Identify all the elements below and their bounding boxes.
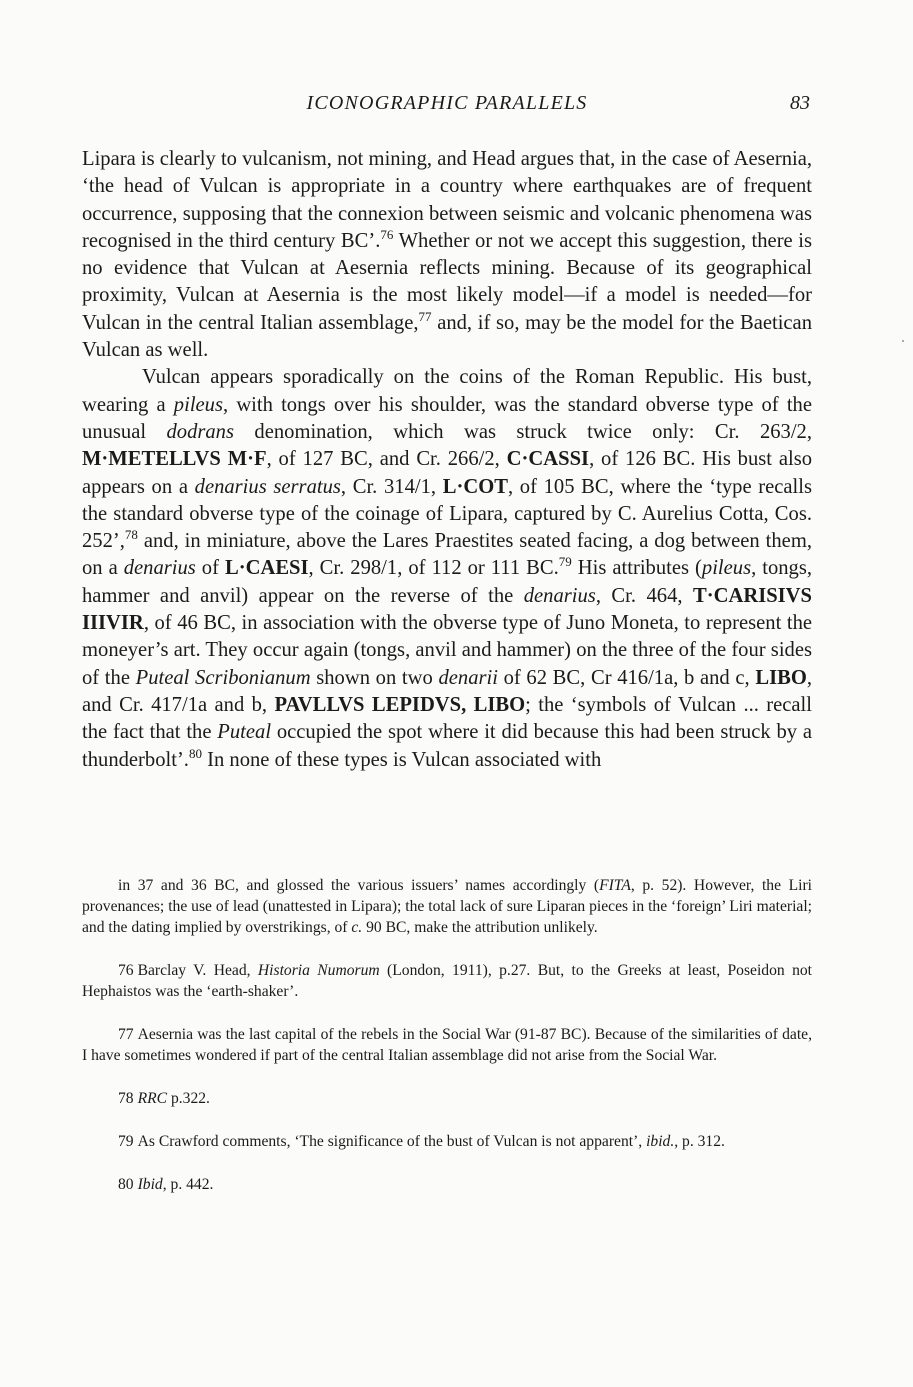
latin-term: denarius (123, 557, 196, 580)
text-run: His attributes ( (571, 557, 702, 580)
footnote-ref-80[interactable]: 80 (188, 745, 202, 761)
citation-title: Historia Numorum (257, 962, 380, 979)
citation-title: Ibid (137, 1176, 163, 1193)
latin-term: denarii (438, 666, 498, 689)
era-abbrev: BC (340, 448, 368, 471)
text-run: , Cr. 314/1, (340, 475, 443, 498)
text-run: , of 105 (507, 475, 582, 498)
paragraph-2 (82, 364, 812, 773)
text-run: , tongs, hammer and anvil) appear on the reverse of the (82, 557, 813, 607)
footnote-ref-78[interactable]: 78 (124, 527, 138, 543)
footnote-ref-76[interactable]: 76 (380, 226, 394, 242)
citation-title: RRC (137, 1090, 168, 1107)
text-run: , p. 52). However, the Liri provenances; the use of lead (unattested in Lipara); the total lack of sure Liparan pieces in the ‘foreign’ Liri material; and the dating implied by overstrikings, of (82, 877, 812, 936)
era-abbrev: BC (203, 612, 231, 635)
era-abbrev: BC (340, 229, 369, 252)
text-run: . (553, 557, 559, 580)
text-run: and, if so, may be the model for the Baetican Vulcan as well. (82, 311, 812, 362)
text-run: , of 46 (143, 612, 204, 635)
citation-title: FITA (599, 877, 631, 894)
latin-term: Puteal Scribonianum (135, 666, 311, 689)
text-run: . His bust also appears on a (82, 448, 813, 498)
coin-legend: M·METELLVS M·F (82, 448, 267, 471)
text-run: , of 127 (266, 448, 341, 471)
coin-legend: LIBO (755, 666, 807, 689)
text-run: and, in miniature, above the Lares Praestites seated facing, a dog between them, on a (82, 530, 812, 580)
text-run: Aesernia was the last capital of the rebels in the Social War (91-87 BC). Because of the similarities of date, I have sometimes wondered if part of the central Italian assemblage did not arise from the Social War. (82, 1026, 812, 1064)
latin-term: pileus (173, 393, 223, 416)
latin-term: denarius (523, 584, 596, 607)
coin-legend: C·CASSI (506, 448, 590, 471)
footnote-77 (82, 1024, 812, 1066)
text-run: Vulcan appears sporadically on the coins of the Roman Republic. His bust, wearing a (82, 366, 812, 416)
footnotes (82, 875, 812, 1217)
text-run: of 62 (497, 666, 553, 689)
text-run: shown on two (310, 666, 439, 689)
coin-legend: L·COT (442, 475, 508, 498)
text-run: 90 BC, make the attribution unlikely. (362, 919, 598, 936)
footnote-continuation (82, 875, 812, 938)
text-run: , Cr 416/1a, b and c, (580, 666, 756, 689)
text-run: , p. 442. (162, 1176, 214, 1193)
page-header (82, 92, 812, 122)
text-run: , in association with the obverse type of Juno Moneta, to represent the moneyer’s art. They occur again (tongs, anvil and hammer) on the three of the four sides of the (82, 612, 813, 689)
footnote-76 (82, 960, 812, 1002)
scan-speck (902, 340, 904, 342)
footnote-80 (82, 1174, 812, 1195)
footnote-number: 77 (118, 1026, 134, 1043)
era-abbrev: BC (662, 448, 691, 471)
text-run: occupied the spot where it did because this had been struck by a thunderbolt’. (82, 721, 812, 771)
body-text (82, 146, 812, 774)
text-run: As Crawford comments, ‘The significance of the bust of Vulcan is not apparent’, (137, 1133, 647, 1150)
text-run: Barclay V. Head, (137, 962, 258, 979)
latin-term: Puteal (217, 721, 272, 744)
footnote-79 (82, 1131, 812, 1152)
footnote-ref-77[interactable]: 77 (418, 308, 432, 324)
era-abbrev: BC (581, 475, 609, 498)
footnote-number: 78 (118, 1090, 134, 1107)
coin-legend: PAVLLVS LEPIDVS, LIBO (274, 693, 526, 716)
text-run: , and Cr. 417/1a and b, (82, 666, 812, 716)
text-run: , with tongs over his shoulder, was the standard obverse type of the unusual (82, 393, 812, 443)
running-title: ICONOGRAPHIC PARALLELS (306, 92, 588, 114)
text-run: ’. (368, 229, 381, 252)
footnote-number: 79 (118, 1133, 134, 1150)
text-run: p.322. (167, 1090, 210, 1107)
text-run: , and Cr. 266/2, (367, 448, 507, 471)
text-run: , Cr. 464, (595, 584, 693, 607)
footnote-number: 80 (118, 1176, 134, 1193)
text-run: , p. 312. (674, 1133, 725, 1150)
coin-legend: T·CARISIVS IIIVIR (82, 584, 813, 635)
text-run: ; the ‘symbols of Vulcan ... recall the fact that the (82, 693, 812, 744)
text-run: of (195, 557, 225, 580)
footnote-number: 76 (118, 962, 134, 979)
text-run: denomination, which was struck twice only: Cr. 263/2, (234, 420, 812, 443)
coin-legend: L·CAESI (224, 557, 309, 580)
text-run: , of 126 (589, 448, 663, 471)
page-number: 83 (790, 92, 810, 114)
text-run: Whether or not we accept this suggestion, there is no evidence that Vulcan at Aesernia reflects mining. Because of its geographical proximity, Vulcan at Aesernia is the most likely model—if a model is needed—for Vulcan in the central Italian assemblage, (82, 229, 812, 334)
latin-term: denarius serratus (194, 475, 341, 498)
citation-title: ibid. (646, 1133, 675, 1150)
text-run: , Cr. 298/1, of 112 or 111 (308, 557, 527, 580)
footnote-ref-79[interactable]: 79 (558, 554, 572, 570)
footnote-78 (82, 1088, 812, 1109)
latin-term: dodrans (166, 420, 234, 443)
era-abbrev: BC (526, 557, 554, 580)
text-run: , where the ‘type recalls the standard obverse type of the coinage of Lipara, captured by C. Aurelius Cotta, Cos. 252’, (82, 475, 812, 553)
text-run: (London, 1911), p.27. But, to the Greeks at least, Poseidon not Hephaistos was the ‘earth-shaker’. (82, 962, 812, 1000)
text-run: in 37 and 36 BC, and glossed the various issuers’ names accordingly ( (118, 877, 600, 894)
text-run: Lipara is clearly to vulcanism, not mining, and Head argues that, in the case of Aesernia, ‘the head of Vulcan is appropriate in a country where earthquakes are of frequent occurrence, supposing that the connexion between seismic and volcanic phenomena was recognised in the third century (82, 148, 812, 252)
circa-abbrev: c. (351, 919, 363, 936)
text-run: In none of these types is Vulcan associated with (201, 748, 602, 771)
latin-term: pileus (701, 557, 752, 580)
paragraph-1 (82, 146, 812, 364)
era-abbrev: BC (552, 666, 581, 689)
